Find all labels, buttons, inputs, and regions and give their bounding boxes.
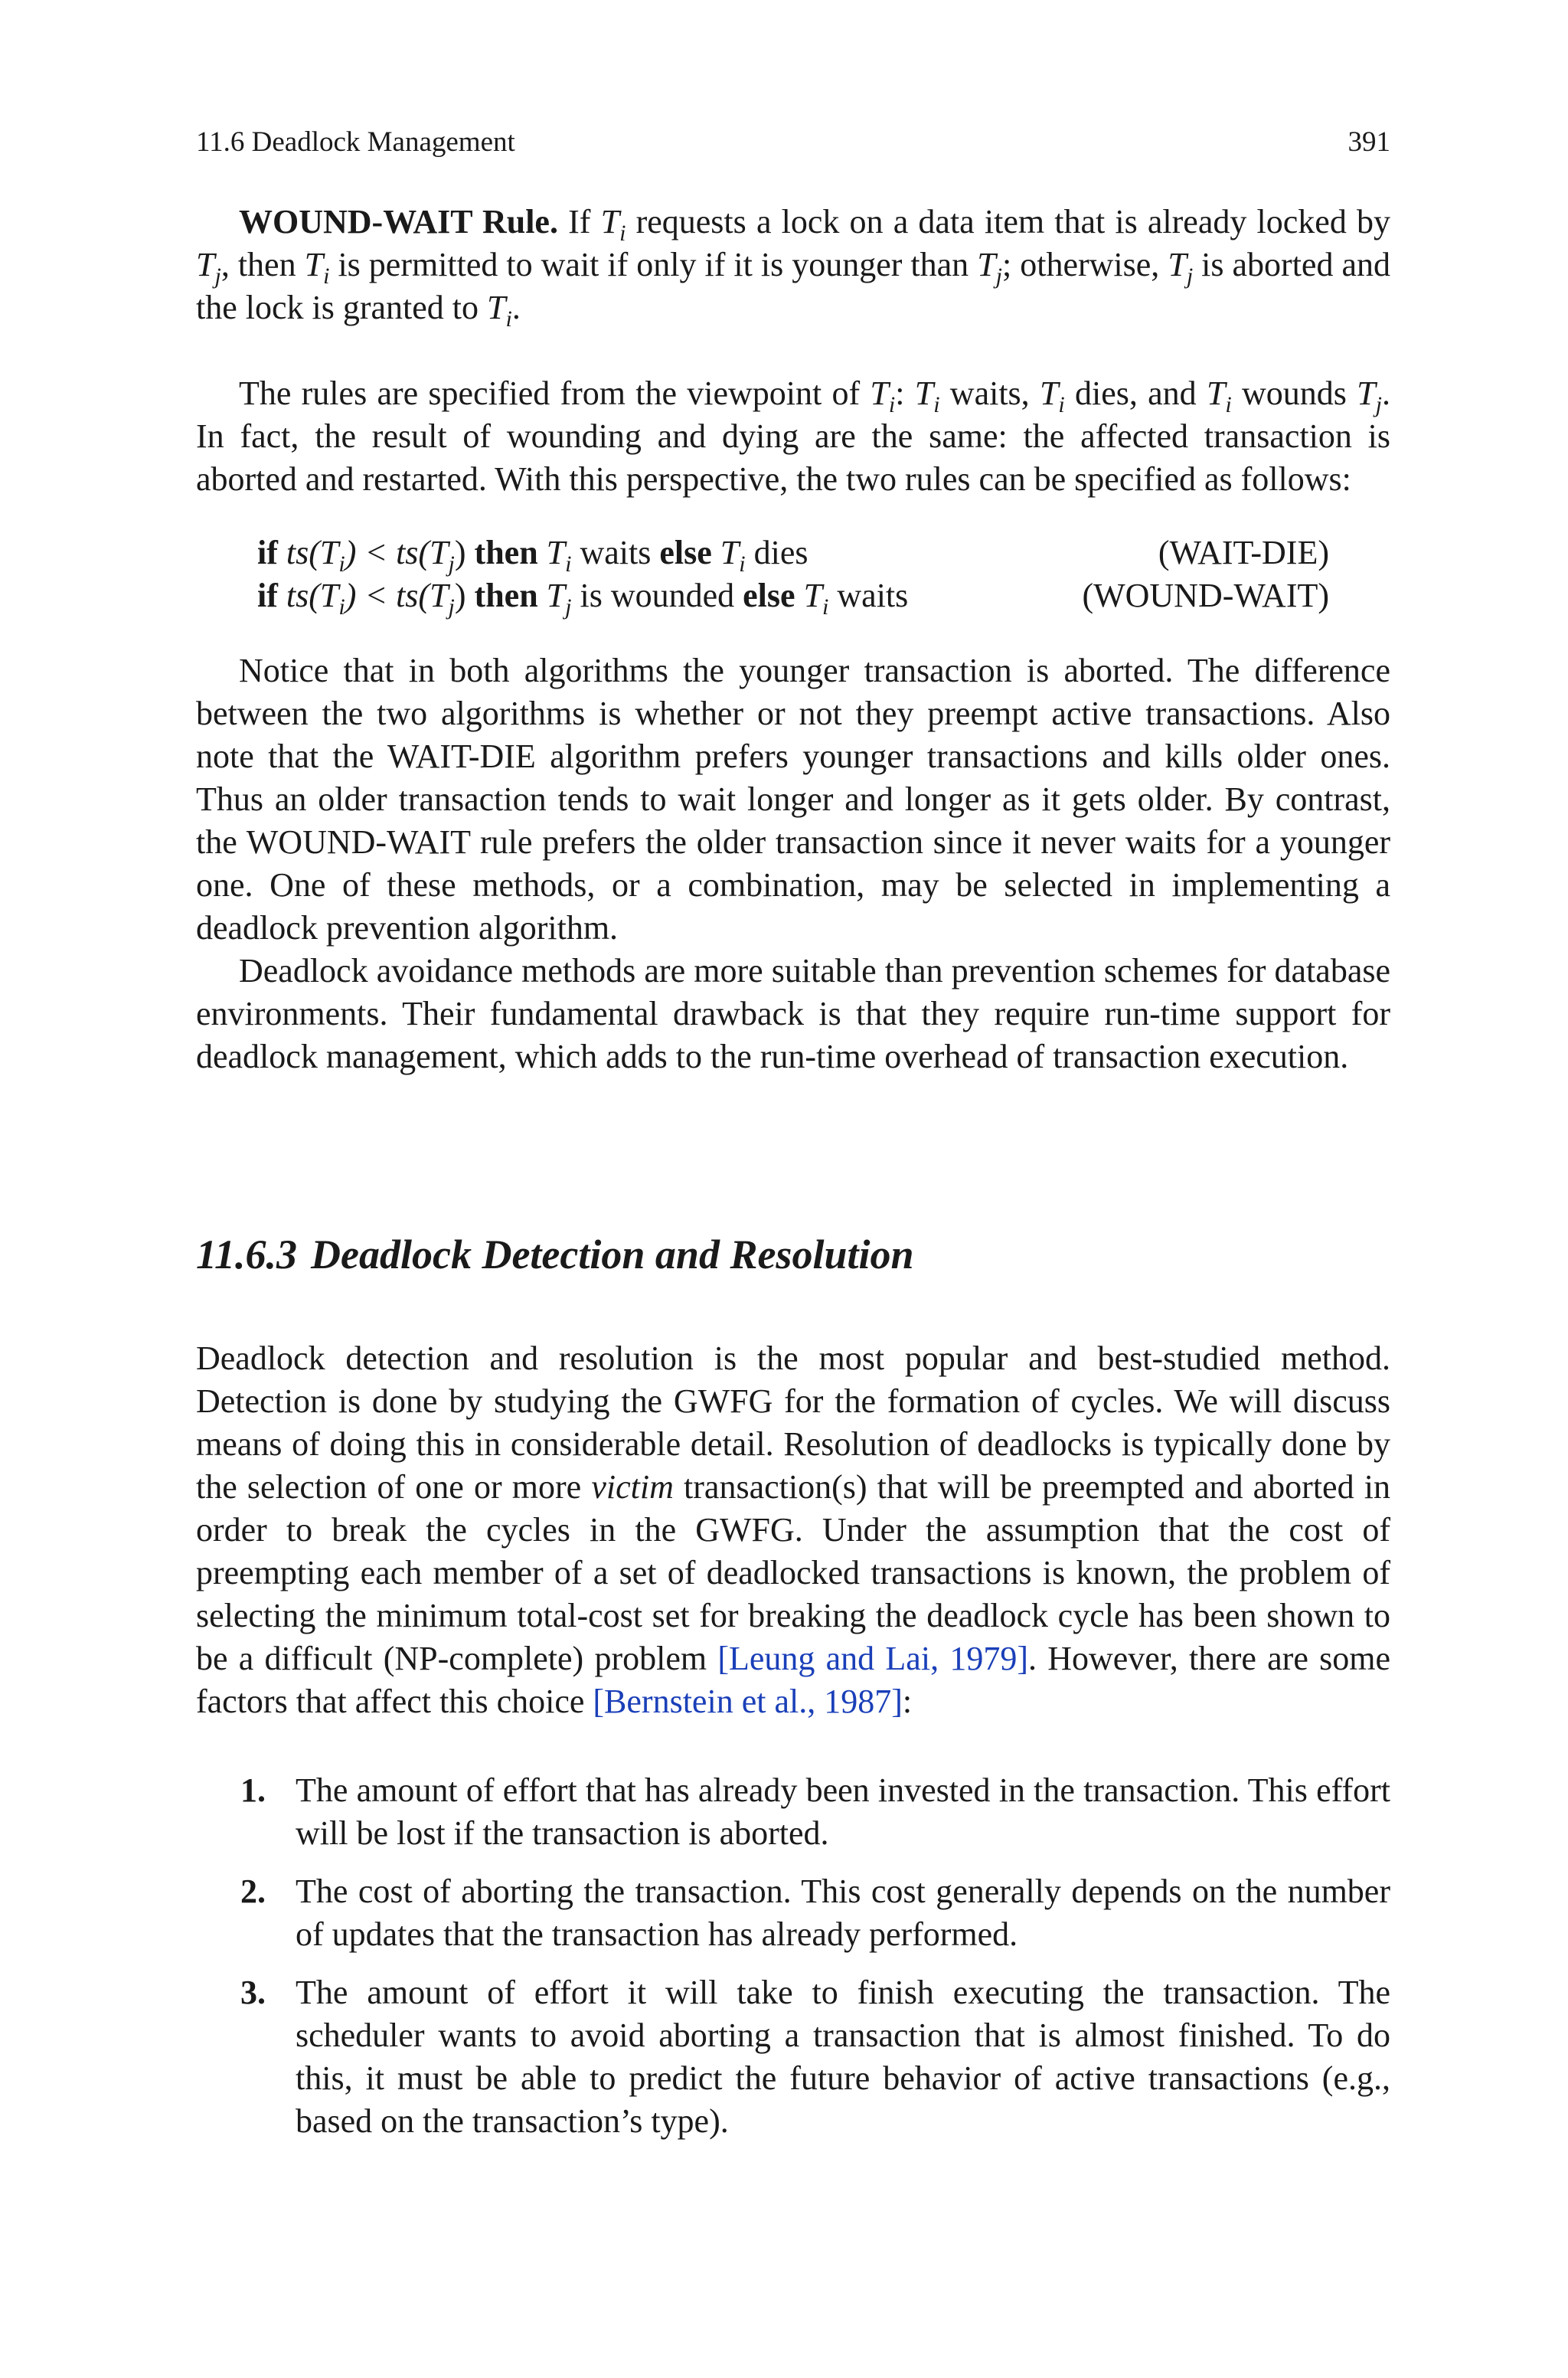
list-marker: 2. [240, 1873, 266, 1910]
math-subscript: i [933, 392, 940, 417]
math-subscript: i [619, 221, 626, 246]
text-run [795, 577, 804, 614]
math-run: ts( [277, 534, 320, 571]
text-run: transaction(s) that will be preempted and aborted in order to break the cycles in the GWFG. Under the assumption that the cost of preempting each member of a set of deadlocked transactions is known, the problem of selecting the minimum total-cost set for breaking the deadlock cycle has been shown to be a difficult (NP-complete) problem [196, 1468, 1390, 1677]
math-run: ) [454, 534, 475, 571]
notice-paragraph: Notice that in both algorithms the younger transaction is aborted. The difference between the two algorithms is whether or not they preempt active transactions. Also note that the WAIT-DIE algorithm prefers younger transactions and kills older ones. Thus an older transaction tends to wait longer and longer as it gets older. By contrast, the WOUND-WAIT rule prefers the older transaction since it never waits for a younger one. One of these methods, or a combination, may be selected in implementing a deadlock prevention algorithm. [196, 652, 1390, 947]
text-run: is permitted to wait if only if it is younger than [329, 246, 978, 283]
math-run: ) [454, 577, 475, 614]
math-subscript: i [565, 551, 572, 577]
math-subscript: j [1186, 263, 1194, 289]
list-item-text: The amount of effort it will take to finish executing the transaction. The scheduler wants to avoid aborting a transaction that is almost finished. To do this, it must be able to predict the future behavior of active transactions (e.g., based on the transaction’s type). [296, 1974, 1390, 2140]
math-variable: T [319, 577, 339, 614]
math-variable: T [487, 289, 506, 326]
text-run: ; otherwise, [1002, 246, 1168, 283]
text-run: The rules are specified from the viewpoint of [239, 375, 871, 412]
math-variable: T [1357, 375, 1376, 412]
text-run: waits [828, 577, 909, 614]
section-heading [196, 1229, 914, 1280]
math-subscript: i [1058, 392, 1065, 417]
text-run [712, 534, 720, 571]
math-subscript: j [448, 594, 455, 620]
math-run: ) < ts( [345, 534, 430, 571]
math-variable: T [1039, 375, 1059, 412]
math-variable: T [430, 577, 449, 614]
math-run: ) < ts( [345, 577, 430, 614]
math-subscript: j [1375, 392, 1382, 417]
math-subscript: i [739, 551, 746, 577]
text-run: is aborted and the lock is granted to [196, 246, 1390, 326]
math-variable: T [1206, 375, 1226, 412]
list-marker: 1. [240, 1771, 266, 1809]
math-subscript: j [995, 263, 1003, 289]
text-run: dies, and [1064, 375, 1207, 412]
math-variable: T [803, 577, 823, 614]
wound-wait-rule-title: WOUND-WAIT Rule. [239, 203, 558, 240]
keyword-then: then [474, 534, 538, 571]
wound-wait-tag: (WOUND-WAIT) [1082, 577, 1329, 614]
math-variable: T [304, 246, 324, 283]
math-run: ts( [277, 577, 320, 614]
math-subscript: i [505, 306, 512, 332]
math-subscript: i [822, 594, 829, 620]
math-subscript: i [1225, 392, 1232, 417]
math-variable: T [870, 375, 889, 412]
math-variable: T [1168, 246, 1187, 283]
section-number: 11.6.3 [196, 1232, 298, 1277]
citation-link-bernstein[interactable]: [Bernstein et al., 1987] [593, 1683, 903, 1720]
text-run: . In fact, the result of wounding and dying are the same: the affected transaction is aborted and restarted. With this perspective, the two rules can be specified as follows: [196, 375, 1390, 498]
text-run: If [557, 203, 601, 240]
math-variable: T [196, 246, 215, 283]
math-variable: T [914, 375, 934, 412]
citation-link-leung-lai[interactable]: [Leung and Lai, 1979] [717, 1640, 1028, 1677]
math-subscript: i [338, 594, 345, 620]
math-subscript: i [888, 392, 896, 417]
wait-die-tag: (WAIT-DIE) [1158, 534, 1329, 571]
emphasis-victim: victim [591, 1468, 674, 1506]
detection-paragraph [196, 1337, 1390, 1723]
text-run: Deadlock detection and resolution is the most popular and best-studied method. Detection is done by studying the GWFG for the formation of cycles. We will discuss means of doing this in considerable detail. Resolution of deadlocks is typically done by the selection of one or more [196, 1339, 1390, 1506]
math-variable: T [546, 534, 566, 571]
keyword-else: else [659, 534, 712, 571]
list-item-text: The cost of aborting the transaction. This cost generally depends on the number of updates that the transaction has already performed. [296, 1873, 1390, 1953]
math-variable: T [720, 534, 740, 571]
list-item-text: The amount of effort that has already been invested in the transaction. This effort will be lost if the transaction is aborted. [296, 1771, 1390, 1852]
text-run: : [902, 1683, 913, 1720]
math-variable: T [600, 203, 620, 240]
math-variable: T [430, 534, 449, 571]
rules-viewpoint-paragraph [196, 372, 1390, 501]
running-head-section: 11.6 Deadlock Management [196, 126, 515, 158]
text-run: is wounded [571, 577, 743, 614]
text-run: . However, there are some factors that affect this choice [196, 1640, 1390, 1720]
text-run: dies [745, 534, 808, 571]
text-run: . [511, 289, 521, 326]
math-subscript: i [338, 551, 345, 577]
keyword-if: if [257, 534, 278, 571]
page-number: 391 [1348, 126, 1390, 158]
wound-wait-rule-paragraph [196, 201, 1390, 332]
keyword-then: then [474, 577, 538, 614]
text-run: waits, [939, 375, 1040, 412]
section-title: Deadlock Detection and Resolution [311, 1232, 914, 1277]
keyword-else: else [743, 577, 795, 614]
math-variable: T [319, 534, 339, 571]
math-variable: T [977, 246, 996, 283]
text-run [538, 534, 547, 571]
math-subscript: j [448, 551, 455, 577]
math-variable: T [546, 577, 566, 614]
math-subscript: j [214, 263, 221, 289]
wound-wait-expression [257, 574, 909, 620]
math-subscript: i [323, 263, 330, 289]
avoidance-paragraph: Deadlock avoidance methods are more suitable than prevention schemes for database environments. Their fundamental drawback is that they require run-time support for deadlock management, which adds to the run-time overhead of transaction execution. [196, 952, 1390, 1075]
math-subscript: j [565, 594, 572, 620]
text-run: waits [571, 534, 660, 571]
wait-die-expression [257, 532, 808, 577]
text-run: : [895, 375, 915, 412]
text-run: requests a lock on a data item that is already locked by [626, 203, 1390, 240]
text-run: , then [220, 246, 305, 283]
text-run: wounds [1231, 375, 1357, 412]
text-run [538, 577, 547, 614]
list-marker: 3. [240, 1974, 266, 2011]
keyword-if: if [257, 577, 278, 614]
